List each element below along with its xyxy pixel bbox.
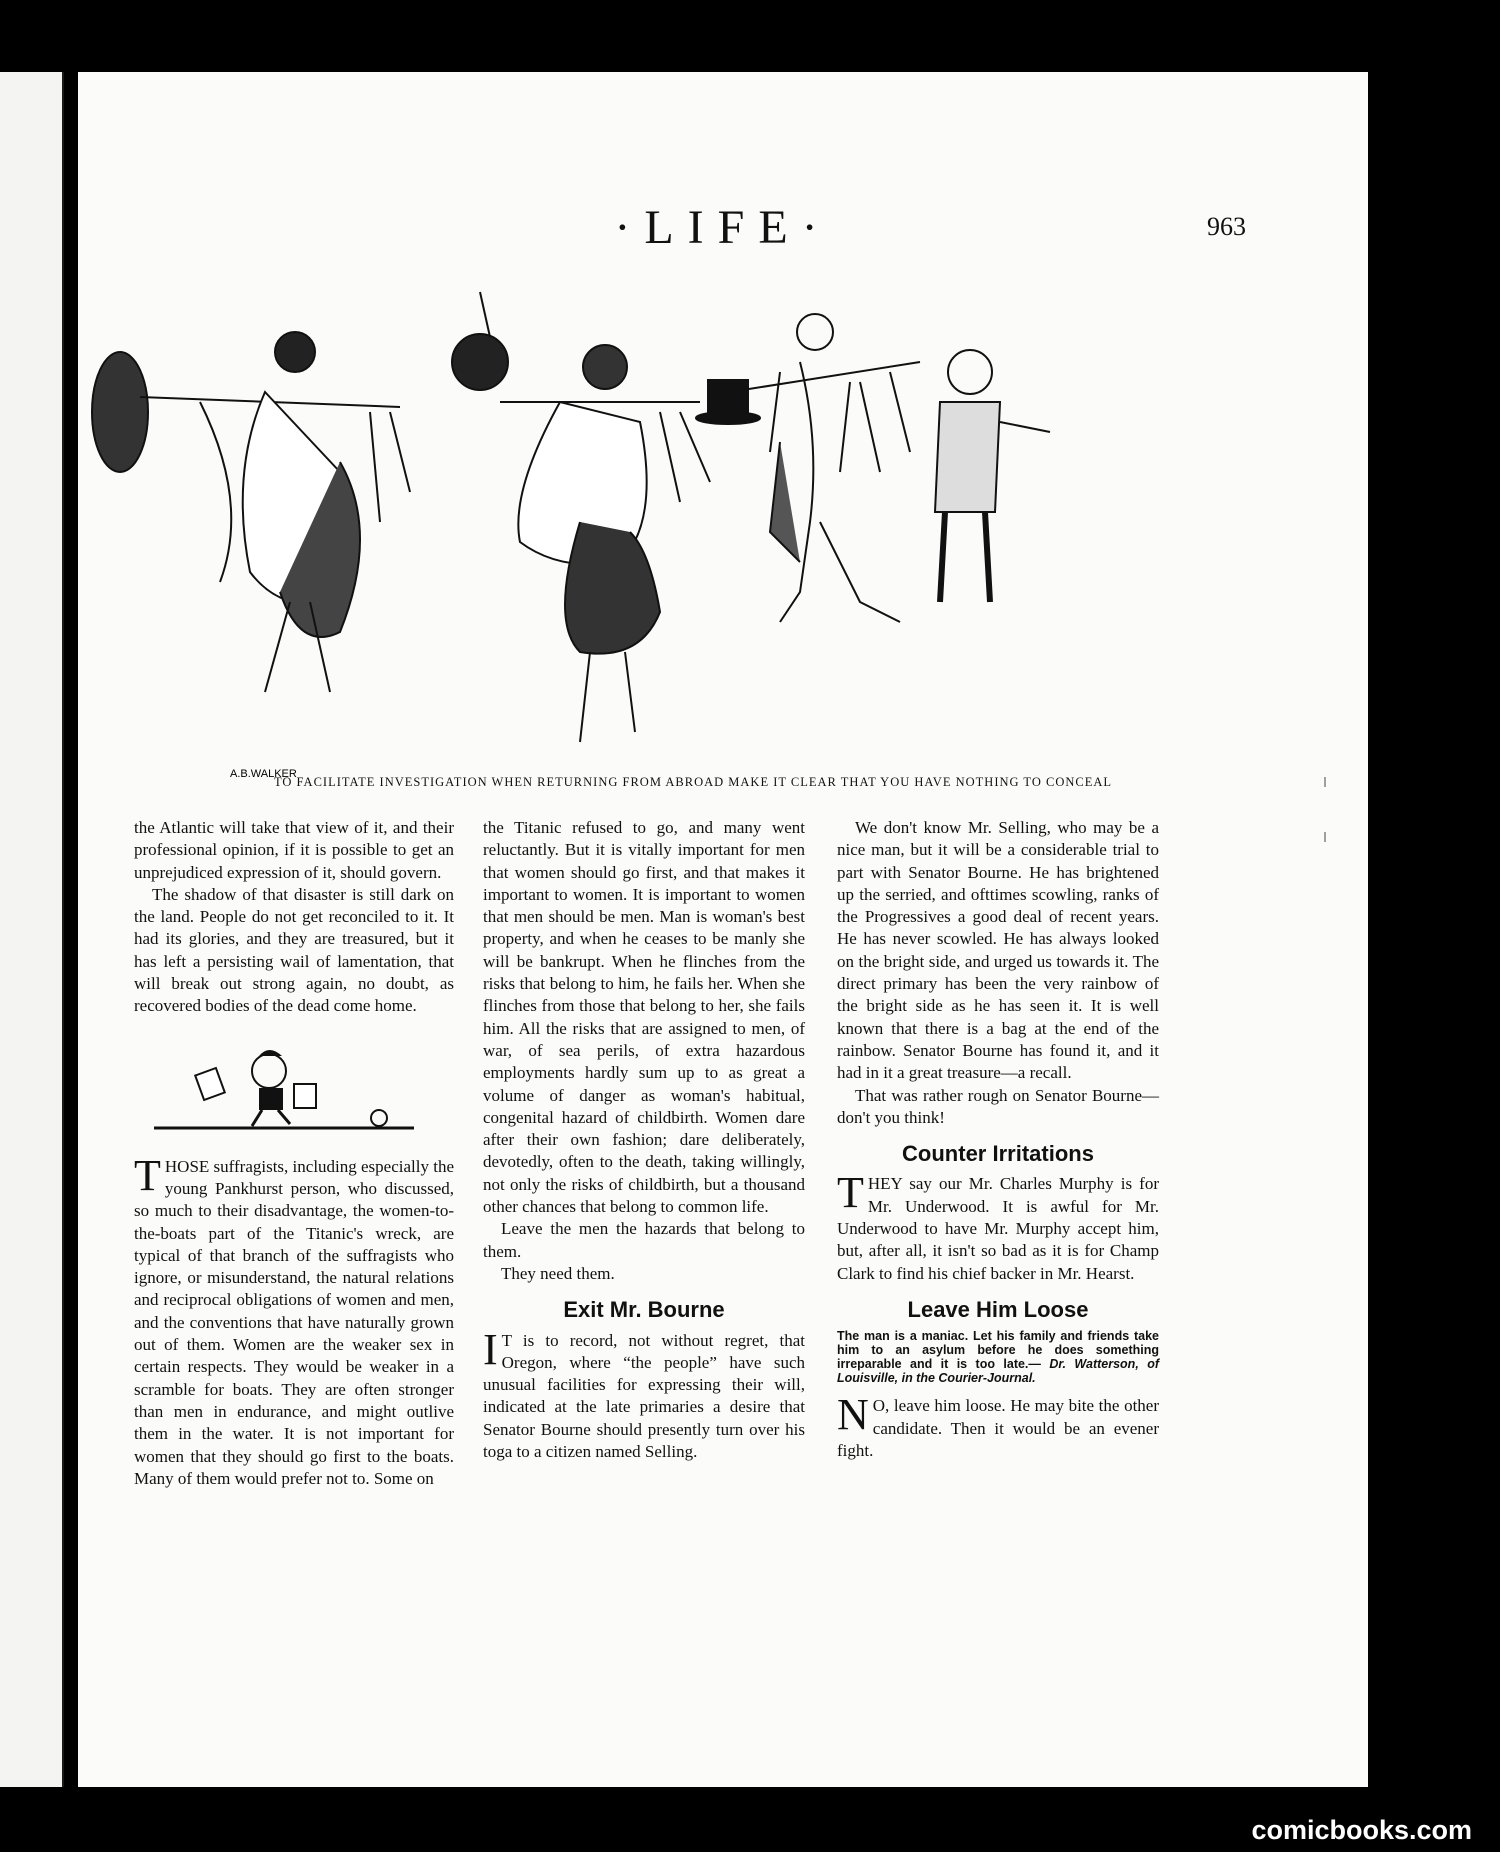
facing-page-edge xyxy=(0,72,64,1787)
paragraph: the Atlantic will take that view of it, and their professional opinion, if it is possible to get an unprejudiced expression of it, should govern. xyxy=(134,818,454,882)
paragraph: Leave the men the hazards that belong to them. xyxy=(483,1219,805,1261)
masthead: ·LIFE· xyxy=(614,201,832,254)
artist-signature: A.B.WALKER xyxy=(230,768,297,780)
epigraph-quote xyxy=(837,1329,1159,1385)
running-figure-vignette xyxy=(144,1036,444,1146)
drop-cap: T xyxy=(134,1150,161,1200)
column-3 xyxy=(837,817,1159,1462)
paragraph: HEY say our Mr. Charles Murphy is for Mr. Underwood. It is awful for Mr. Underwood to have Mr. Murphy accept him, but, after all, it isn't so bad as it is for Champ Clark to find his chief backer in Mr. Hearst. xyxy=(837,1174,1159,1283)
paragraph: That was rather rough on Senator Bourne—don't you think! xyxy=(837,1085,1159,1127)
drop-cap: T xyxy=(837,1168,864,1218)
section-heading: Counter Irritations xyxy=(902,1141,1094,1167)
cartoon-illustration xyxy=(80,272,1270,792)
site-watermark: comicbooks.com xyxy=(1251,1815,1472,1845)
column-2 xyxy=(483,817,805,1463)
quote-source: Dr. Watterson, of Louisville, in the Courier-Journal. xyxy=(837,1357,1160,1386)
page-number: 963 xyxy=(1207,212,1246,241)
section-heading: Exit Mr. Bourne xyxy=(563,1297,725,1323)
paragraph: O, leave him loose. He may bite the other candidate. Then it would be an evener fight. xyxy=(837,1396,1159,1460)
cartoon-caption: TO FACILITATE INVESTIGATION WHEN RETURNING FROM ABROAD MAKE IT CLEAR THAT YOU HAVE NOTHING TO CONCEAL xyxy=(273,775,1113,789)
column-1 xyxy=(134,817,454,1490)
drop-cap: N xyxy=(837,1390,869,1440)
margin-marks xyxy=(1323,777,1327,847)
paragraph: the Titanic refused to go, and many went reluctantly. But it is vitally important for men that women should go first, and that makes it important to women. It is important to women that men should be men. Man is woman's best property, and when he ceases to be manly she will be bankrupt. When he flinches from the risks that belong to him, he fails her. When she flinches from those that belong to her, she fails him. All the risks that are assigned to men, of war, of sea perils, of extra hazardous employments hardly sum up to as great a volume of danger as woman's habitual, congenital hazard of childbirth. Women dare after their own fashion; dare deliberately, devotedly, often to the death, taking willingly, not only the risks of childbirth, but a thousand other chances that belong to common life. xyxy=(483,818,805,1217)
drop-cap: I xyxy=(483,1324,498,1374)
paragraph: The shadow of that disaster is still dark on the land. People do not get reconciled to it. It had its glories, and they are treasured, but it has left a persisting wail of lamentation, that will break out strong again, no doubt, as recovered bodies of the dead come home. xyxy=(134,884,454,1016)
paragraph: T is to record, not without regret, that Oregon, where “the people” have such unusual facilities for expressing their will, indicated at the late primaries a desire that Senator Bourne should presently turn over his toga to a citizen named Selling. xyxy=(483,1330,805,1462)
paragraph: HOSE suffragists, including especially the young Pankhurst person, who discussed, so much to their disadvantage, the women-to-the-boats part of the Titanic's wreck, are typical of that branch of the suffragists who ignore, or misunderstand, the natural relations and reciprocal obligations of women and men, and the conventions that have naturally grown out of them. Women are the weaker sex in certain respects. They would be weaker in a scramble for boats. They are often stronger than men in endurance, and might outlive them in the water. It is not important for women that they should go first to the boats. Many of them would prefer not to. Some on xyxy=(134,1156,454,1488)
paragraph: We don't know Mr. Selling, who may be a nice man, but it will be a considerable trial to part with Senator Bourne. He has brightened up the serried, and ofttimes scowling, ranks of the Progressives a good deal of recent years. He has never scowled. He has always looked on the bright side, and urged us towards it. The direct primary has been the very rainbow of the bright side as he has seen it. It is well known that there is a bag at the end of the rainbow. Senator Bourne has found it, and it had in it a great treasure—a recall. xyxy=(837,818,1159,1083)
quote-text: The man is a maniac. Let his family and friends take him to an asylum before he does something irreparable and it is too late.— xyxy=(837,1329,1159,1372)
section-heading: Leave Him Loose xyxy=(907,1296,1089,1322)
magazine-page xyxy=(78,72,1368,1787)
paragraph: They need them. xyxy=(501,1263,615,1283)
